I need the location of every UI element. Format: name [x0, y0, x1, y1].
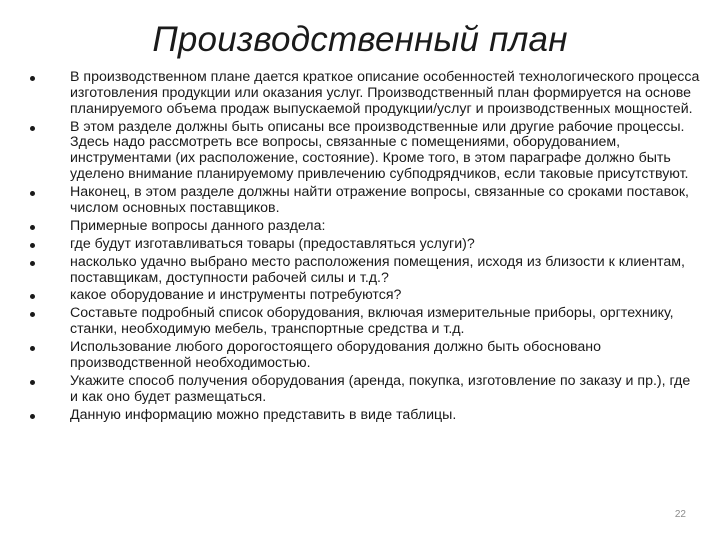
- list-item-text: Использование любого дорогостоящего оборудования должно быть обосновано производственной необходимостью.: [70, 339, 602, 372]
- bullet-dot-icon: [30, 261, 35, 266]
- list-item: [30, 288, 702, 304]
- list-item: [30, 255, 702, 287]
- list-item: [30, 340, 702, 372]
- list-item: [30, 374, 702, 406]
- bullet-dot-icon: [30, 76, 35, 81]
- list-item-text: Данную информацию можно представить в виде таблицы.: [70, 406, 457, 423]
- list-item: [30, 219, 702, 235]
- list-item-text: В производственном плане дается краткое описание особенностей технологического процесса изготовления продукции или оказания услуг. Производственный план формируется на основе планируемого объема продаж выпускаемой продукции/услуг и производственных мощностей.: [70, 69, 700, 117]
- bullet-dot-icon: [30, 243, 35, 248]
- list-item-text: насколько удачно выбрано место расположения помещения, исходя из близости к клиентам, поставщикам, доступности рабочей силы и т.д.?: [70, 253, 685, 286]
- list-item-text: где будут изготавливаться товары (предоставляться услуги)?: [70, 235, 475, 252]
- bullet-dot-icon: [30, 191, 35, 196]
- bullet-dot-icon: [30, 312, 35, 317]
- list-item-text: Укажите способ получения оборудования (аренда, покупка, изготовление по заказу и пр.), где и как оно будет размещаться.: [70, 373, 691, 405]
- list-item-text: Примерные вопросы данного раздела:: [70, 217, 326, 234]
- bullet-dot-icon: [30, 225, 35, 230]
- page-number: 22: [674, 509, 686, 520]
- bullet-dot-icon: [30, 414, 35, 419]
- list-item: [30, 70, 702, 117]
- bullet-dot-icon: [30, 294, 35, 299]
- list-item-text: какое оборудование и инструменты потребуются?: [70, 287, 402, 304]
- list-item-text: Составьте подробный список оборудования, включая измерительные приборы, оргтехнику, станки, необходимую мебель, транспортные средства и т.д.: [70, 305, 674, 338]
- list-item: [30, 408, 702, 424]
- list-item: [30, 237, 702, 253]
- list-item-text: Наконец, в этом разделе должны найти отражение вопросы, связанные со сроками поставок, числом основных поставщиков.: [70, 183, 689, 216]
- list-item: [30, 185, 702, 217]
- slide-title: Производственный план: [152, 20, 568, 59]
- list-item: [30, 120, 702, 183]
- list-item-text: В этом разделе должны быть описаны все производственные или другие рабочие процессы. Здесь надо рассмотреть все вопросы, связанные с помещениями, оборудованием, инструментами (их расположение, состояние). Кроме того, в этом параграфе должно быть уделено внимание планируемому привлечению субподрядчиков, если таковые присутствуют.: [70, 118, 689, 182]
- bullet-list: [30, 70, 702, 426]
- list-item: [30, 306, 702, 338]
- bullet-dot-icon: [30, 346, 35, 351]
- bullet-dot-icon: [30, 380, 35, 385]
- bullet-dot-icon: [30, 126, 35, 131]
